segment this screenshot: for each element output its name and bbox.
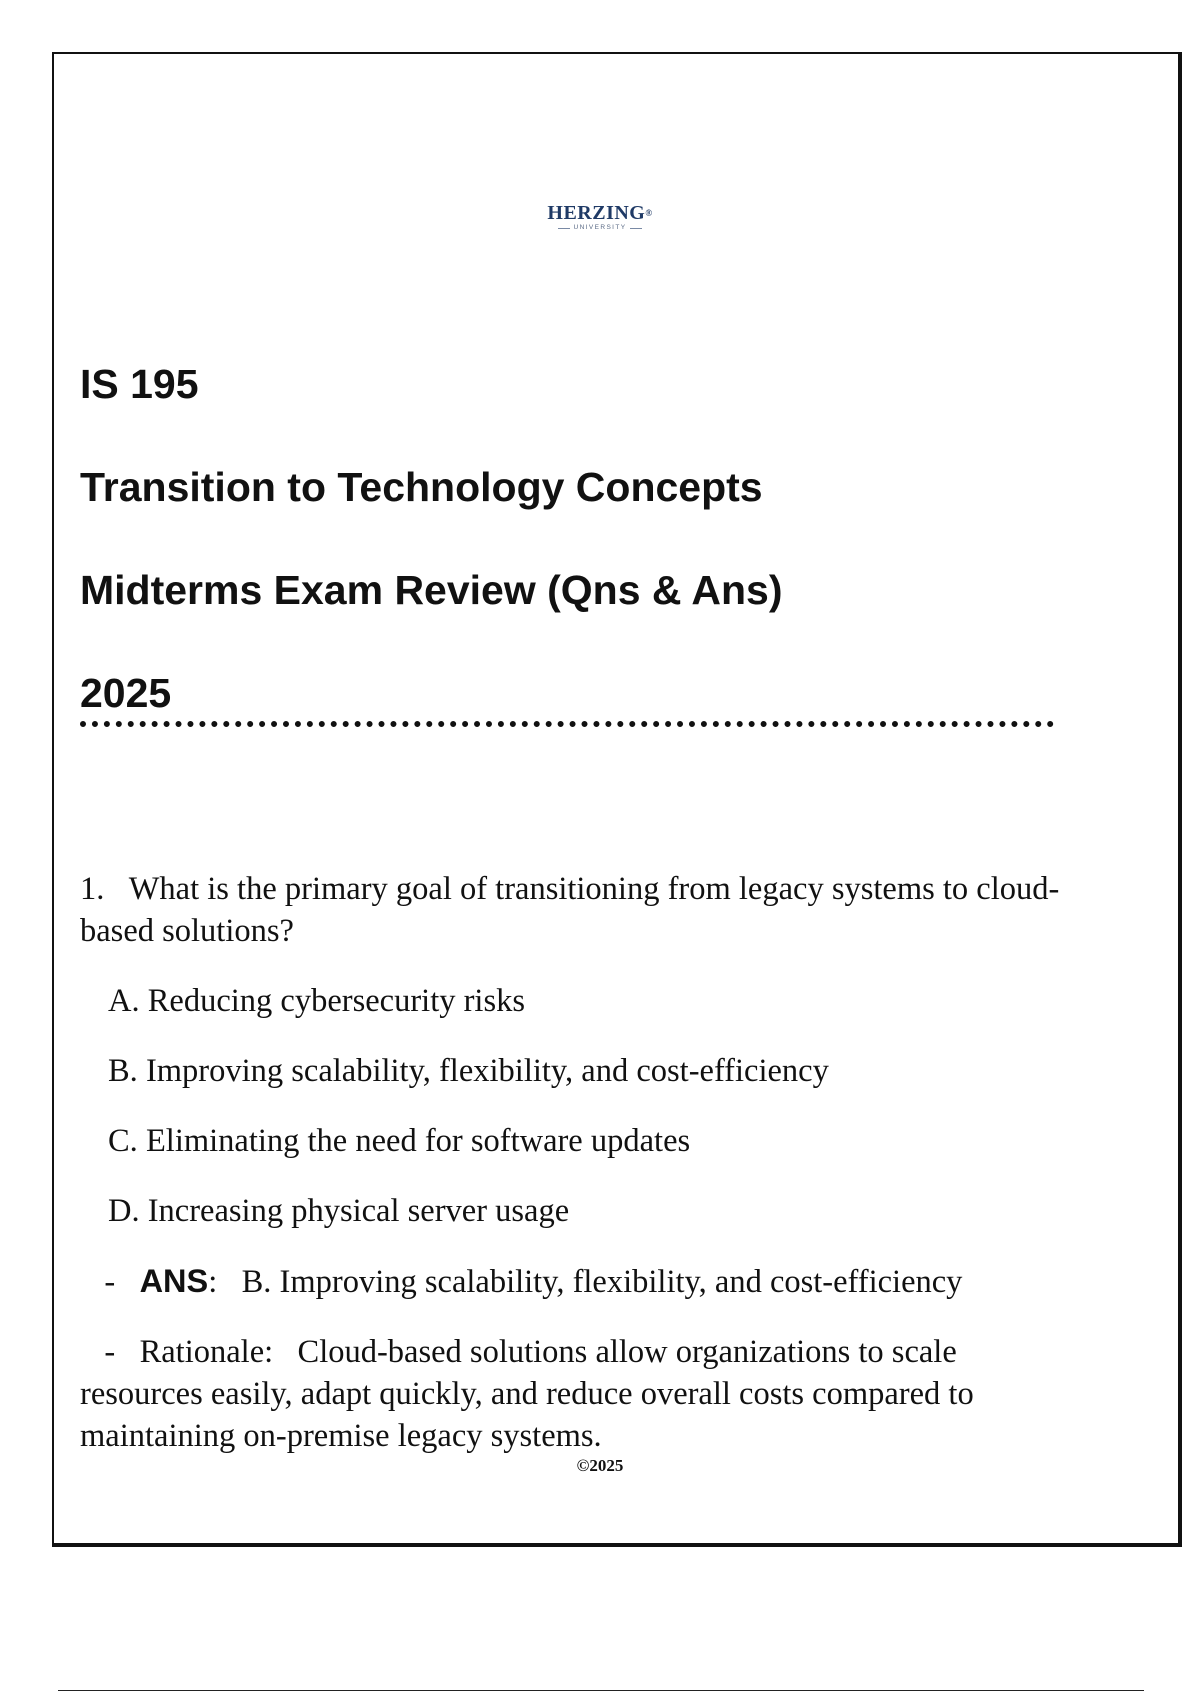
question-body: What is the primary goal of transitioning from legacy systems to cloud-based solutions? [80, 871, 1060, 949]
logo-rule-right [630, 228, 642, 229]
exam-year: 2025 [80, 670, 172, 716]
herzing-logo [0, 202, 1200, 232]
course-name: Transition to Technology Concepts [80, 464, 763, 510]
question-1 [80, 868, 1070, 1485]
question-text [80, 868, 1070, 952]
next-page-edge [58, 1690, 1144, 1691]
copyright-notice: ©2025 [576, 1456, 624, 1475]
option-c: C. Eliminating the need for software updates [108, 1123, 691, 1159]
option-b: B. Improving scalability, flexibility, and cost-efficiency [108, 1053, 829, 1089]
question-number: 1. [80, 871, 105, 907]
logo-wordmark: HERZING [547, 202, 646, 224]
logo-registered-mark: ® [645, 208, 653, 218]
option-d: D. Increasing physical server usage [108, 1193, 570, 1229]
logo-subtitle: UNIVERSITY [573, 224, 627, 231]
rationale-label: Rationale: [139, 1334, 274, 1370]
rationale-line: - Rationale: Cloud-based solutions allow organizations to scale resources easily, adapt quickly, and reduce overall costs compared to maintaining on-premise legacy systems. [80, 1334, 974, 1454]
answer-label: ANS [139, 1263, 209, 1299]
option-a: A. Reducing cybersecurity risks [108, 983, 525, 1019]
answer-line: - ANS: B. Improving scalability, flexibility, and cost-efficiency [104, 1263, 963, 1300]
answer-text: B. Improving scalability, flexibility, and cost-efficiency [241, 1264, 963, 1300]
exam-title: Midterms Exam Review (Qns & Ans) [80, 567, 783, 613]
document-title [80, 333, 783, 745]
course-code: IS 195 [80, 361, 199, 407]
logo-rule-left [558, 228, 570, 229]
rationale-text: Cloud-based solutions allow organizations to scale resources easily, adapt quickly, and reduce overall costs compared to maintaining on-premise legacy systems. [80, 1334, 974, 1454]
dotted-divider [80, 721, 1054, 727]
